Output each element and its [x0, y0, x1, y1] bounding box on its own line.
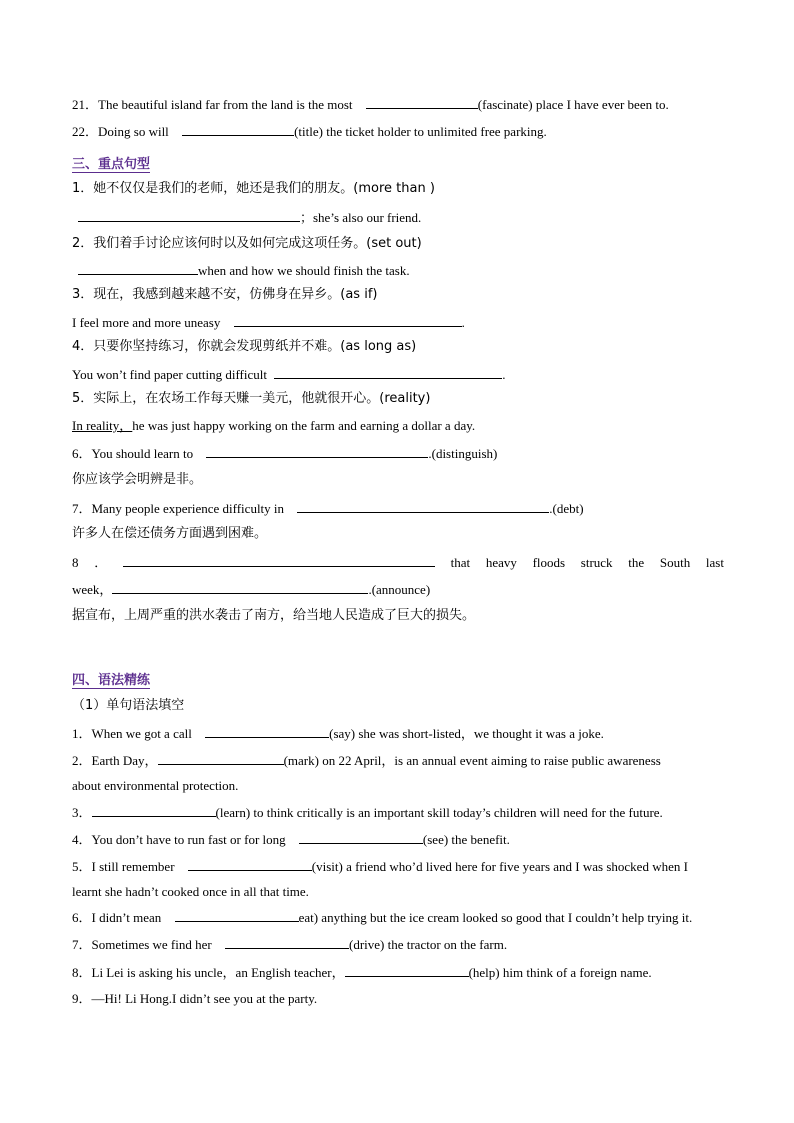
answer-blank[interactable] — [78, 209, 300, 222]
answer-blank[interactable] — [123, 554, 435, 567]
s4-q8: 8．Li Lei is asking his uncle，an English teacher， (help) him think of a foreign name. — [72, 965, 652, 980]
s3-q5-chinese: 5．实际上，在农场工作每天赚一美元，他就很开心。(reality) — [72, 391, 431, 406]
s3-q3-english: I feel more and more uneasy . — [72, 315, 465, 330]
s3-q6-english: 6．You should learn to .(distinguish) — [72, 446, 498, 461]
answer-blank[interactable] — [205, 725, 329, 738]
answer-blank[interactable] — [274, 366, 502, 379]
answer-blank[interactable] — [158, 752, 284, 765]
s4-q5: 5．I still remember (visit) a friend who’d lived here for five years and I was shocked when I — [72, 859, 688, 874]
s3-q4-english: You won’t find paper cutting difficult . — [72, 367, 506, 382]
s3-q1-chinese: 1．她不仅仅是我们的老师，她还是我们的朋友。(more than ) — [72, 181, 435, 196]
question-21: 21．The beautiful island far from the land is the most (fascinate) place I have ever been to. — [72, 97, 669, 112]
s4-q6: 6．I didn’t mean eat) anything but the ice cream looked so good that I couldn’t help trying it. — [72, 910, 693, 925]
s4-q9: 9．—Hi! Li Hong.I didn’t see you at the party. — [72, 991, 318, 1006]
s3-q3-chinese: 3．现在，我感到越来越不安，仿佛身在异乡。(as if) — [72, 287, 378, 302]
answer-blank[interactable] — [366, 96, 478, 109]
answer-blank[interactable] — [92, 804, 216, 817]
answer-blank[interactable] — [299, 831, 423, 844]
s4-q5-line2: learnt she hadn’t cooked once in all that time. — [72, 884, 309, 899]
s3-q2-chinese: 2．我们着手讨论应该何时以及如何完成这项任务。(set out) — [72, 236, 422, 251]
s3-q2-english: when and how we should finish the task. — [72, 262, 724, 279]
s3-q8-english-line1: 8 ． that heavy floods struck the South last — [72, 555, 724, 570]
s4-q2: 2．Earth Day， (mark) on 22 April，is an annual event aiming to raise public awareness — [72, 753, 661, 768]
s3-q5-english: In reality，he was just happy working on the farm and earning a dollar a day. — [72, 418, 476, 433]
s3-q8-english-line2: week， .(announce) — [72, 582, 431, 597]
s4-q1: 1．When we got a call (say) she was short-listed，we thought it was a joke. — [72, 726, 604, 741]
s4-q3: 3． (learn) to think critically is an important skill today’s children will need for the future. — [72, 805, 663, 820]
answer-blank[interactable] — [206, 445, 428, 458]
answer-blank[interactable] — [234, 314, 462, 327]
answer-blank[interactable] — [297, 500, 549, 513]
answer-blank[interactable] — [78, 262, 198, 275]
answer-blank[interactable] — [188, 858, 312, 871]
answer-blank[interactable] — [182, 123, 294, 136]
s3-q1-english: ；she’s also our friend. — [72, 209, 724, 226]
s3-q8-chinese: 据宣布，上周严重的洪水袭击了南方，给当地人民造成了巨大的损失。 — [72, 608, 476, 623]
section-4-subtitle: （1）单句语法填空 — [72, 698, 185, 713]
answer-blank[interactable] — [175, 909, 299, 922]
s4-q7: 7．Sometimes we find her (drive) the tractor on the farm. — [72, 937, 508, 952]
s3-q7-english: 7．Many people experience difficulty in .(debt) — [72, 501, 584, 516]
answer-blank[interactable] — [225, 936, 349, 949]
s4-q4: 4．You don’t have to run fast or for long (see) the benefit. — [72, 832, 510, 847]
answer-blank[interactable] — [112, 581, 368, 594]
section-3-title: 三、重点句型 — [72, 157, 151, 172]
answer-blank[interactable] — [345, 964, 469, 977]
section-4-title: 四、语法精练 — [72, 673, 151, 688]
question-22: 22．Doing so will (title) the ticket holder to unlimited free parking. — [72, 124, 547, 139]
s4-q2-line2: about environmental protection. — [72, 778, 239, 793]
s3-q4-chinese: 4．只要你坚持练习，你就会发现剪纸并不难。(as long as) — [72, 339, 417, 354]
s3-q7-chinese: 许多人在偿还债务方面遇到困难。 — [72, 526, 268, 541]
s3-q6-chinese: 你应该学会明辨是非。 — [72, 472, 203, 487]
